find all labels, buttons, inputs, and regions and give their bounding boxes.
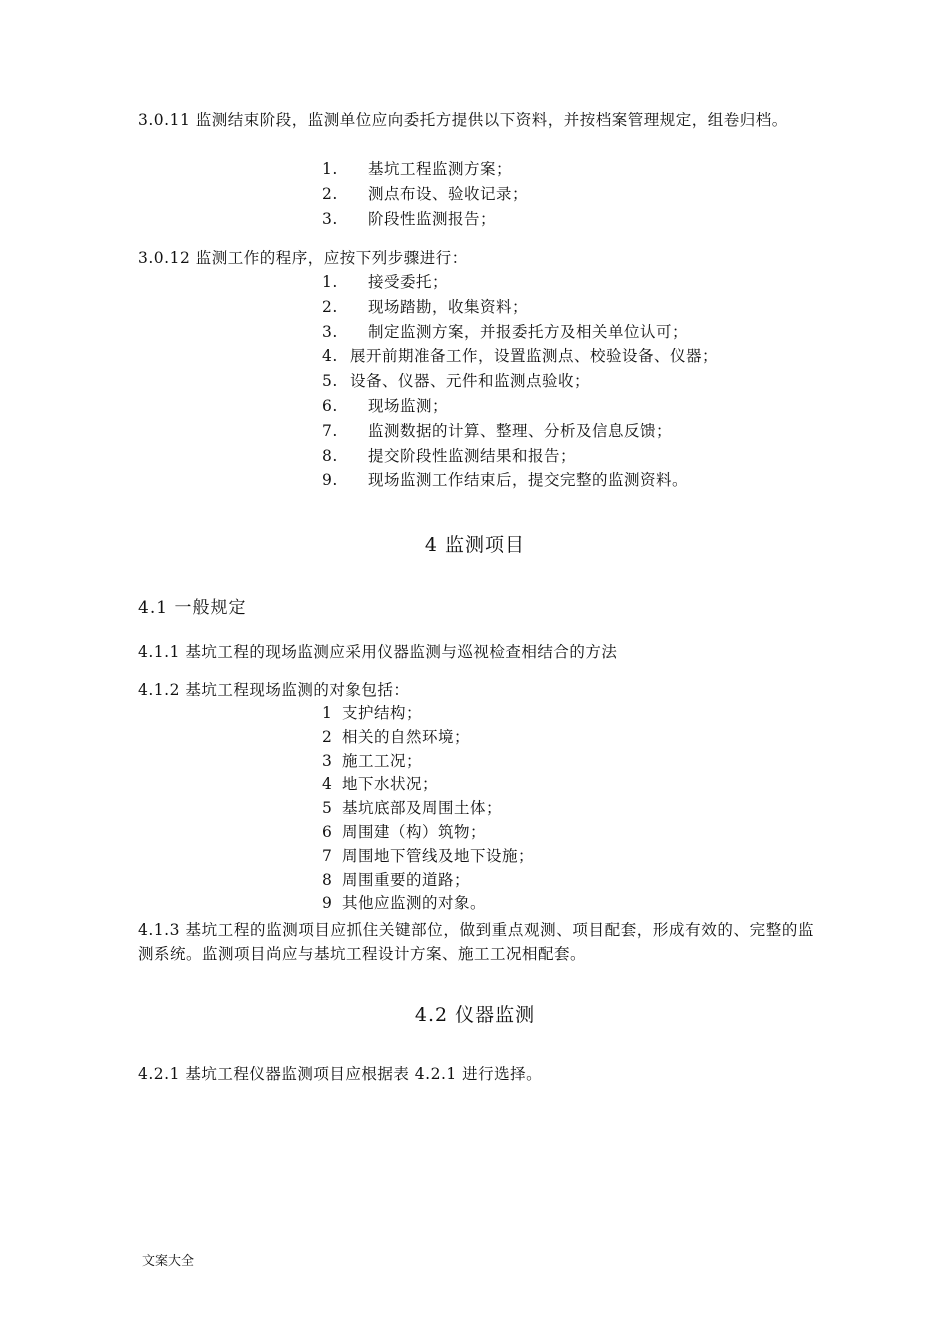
list-item-number: 1. [322,273,338,291]
list-item [322,468,718,493]
list-item-text: 现场监测； [368,396,449,415]
list-item-text: 其他应监测的对象。 [342,894,487,913]
clause-4-1-2: 4.1.2 基坑工程现场监测的对象包括： [138,681,410,699]
section-4-2-heading: 4.2 仪器监测 [414,1004,536,1026]
list-item [322,702,534,726]
section-4-1-heading: 4.1 一般规定 [138,598,247,618]
list-item [322,821,534,845]
list-item-number: 3. [322,322,338,341]
list-item [322,182,528,207]
list-item-number: 9 [322,894,333,913]
list-item-text: 展开前期准备工作，设置监测点、校验设备、仪器； [350,347,719,366]
list-item [322,207,528,232]
list-3-0-11 [322,157,528,231]
list-item [322,773,534,797]
list-item-number: 5. [322,372,338,391]
list-item-text: 设备、仪器、元件和监测点验收； [350,372,591,391]
list-item-text: 现场踏勘，收集资料； [368,297,529,316]
list-item [322,797,534,821]
list-item-text: 基坑底部及周围土体； [342,799,503,818]
list-item-text: 施工工况； [342,751,423,770]
list-item-number: 2. [322,297,338,316]
list-item [322,726,534,750]
list-item-text: 监测数据的计算、整理、分析及信息反馈； [368,421,673,440]
list-item-text: 基坑工程监测方案； [368,160,513,178]
list-item-number: 1. [322,160,338,178]
list-item-text: 制定监测方案，并报委托方及相关单位认可； [368,322,689,341]
list-item-number: 9. [322,471,338,490]
list-item-text: 接受委托； [368,273,449,291]
list-item-number: 4 [322,775,333,794]
list-item [322,419,718,444]
list-item-number: 1 [322,704,333,722]
list-item-number: 2 [322,727,333,746]
list-item-number: 3 [322,751,333,770]
list-item-number: 8. [322,446,338,465]
list-item-text: 地下水状况； [342,775,439,794]
clause-4-1-1: 4.1.1 基坑工程的现场监测应采用仪器监测与巡视检查相结合的方法 [138,643,618,661]
list-item-text: 相关的自然环境； [342,727,471,746]
list-item-text: 现场监测工作结束后，提交完整的监测资料。 [368,471,689,490]
list-item [322,394,718,419]
clause-4-2-1: 4.2.1 基坑工程仪器监测项目应根据表 4.2.1 进行选择。 [138,1065,543,1083]
list-item-text: 周围建（构）筑物； [342,822,487,841]
list-item [322,369,718,394]
list-item [322,845,534,869]
clause-4-1-3: 4.1.3 基坑工程的监测项目应抓住关键部位，做到重点观测、项目配套，形成有效的、完整的监测系统。监测项目尚应与基坑工程设计方案、施工工况相配套。 [138,921,814,963]
list-item-text: 周围重要的道路； [342,870,471,889]
list-item [322,270,718,295]
list-item-number: 2. [322,184,338,203]
list-item-number: 4. [322,347,338,366]
list-item-number: 5 [322,799,333,818]
list-item [322,344,718,369]
list-item-text: 测点布设、验收记录； [368,184,529,203]
clause-3-0-12: 3.0.12 监测工作的程序，应按下列步骤进行： [138,249,468,267]
list-item-text: 阶段性监测报告； [368,209,497,228]
list-item [322,869,534,893]
list-item [322,157,528,182]
list-item-number: 6 [322,822,333,841]
list-item-text: 周围地下管线及地下设施； [342,846,535,865]
page-footer: 文案大全 [142,1254,195,1269]
list-item-number: 7 [322,846,333,865]
list-item-text: 支护结构； [342,704,423,722]
list-item-number: 8 [322,870,333,889]
chapter-4-heading: 4 监测项目 [424,534,526,556]
list-4-1-2 [322,702,534,916]
list-3-0-12 [322,270,718,493]
list-item [322,892,534,916]
list-item [322,320,718,345]
list-item-number: 7. [322,421,338,440]
clause-3-0-11: 3.0.11 监测结束阶段，监测单位应向委托方提供以下资料，并按档案管理规定，组卷归档。 [138,111,788,129]
list-item-text: 提交阶段性监测结果和报告； [368,446,577,465]
list-item [322,444,718,469]
list-item-number: 6. [322,396,338,415]
list-item [322,750,534,774]
list-item [322,295,718,320]
list-item-number: 3. [322,209,338,228]
